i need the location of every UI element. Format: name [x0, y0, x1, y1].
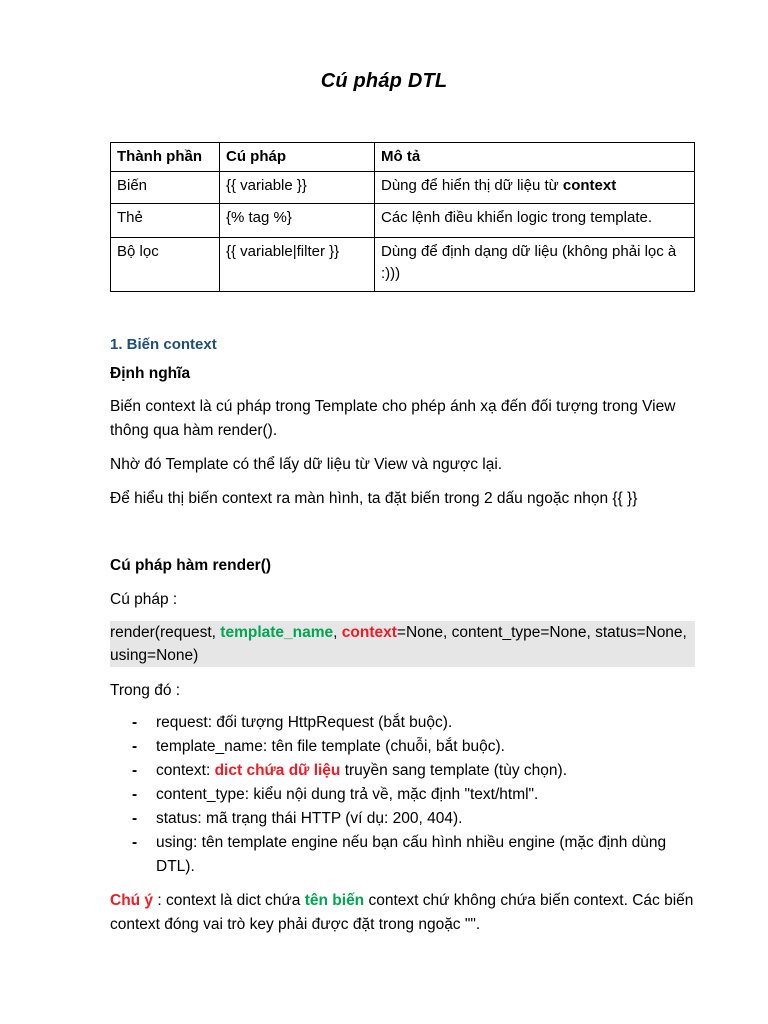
table-cell: Các lệnh điều khiển logic trong template. — [375, 204, 695, 238]
list-item-text: template_name: tên file template (chuỗi, bắt buộc). — [156, 738, 505, 755]
cell-text: Dùng để hiển thị dữ liệu từ — [381, 177, 563, 194]
list-item-highlight: dict chứa dữ liệu — [214, 762, 341, 779]
note-text: : context là dict chứa — [153, 892, 305, 909]
table-cell: {{ variable|filter }} — [220, 238, 375, 292]
table-cell — [375, 172, 695, 204]
list-item-text: context: — [156, 762, 215, 779]
where-label: Trong đó : — [110, 682, 181, 699]
page-title: Cú pháp DTL — [320, 70, 448, 92]
table-header-cell: Cú pháp — [220, 143, 375, 172]
subheading-render: Cú pháp hàm render() — [110, 557, 272, 574]
list-item — [110, 783, 700, 807]
note-label: Chú ý — [110, 892, 154, 909]
table-row — [111, 172, 695, 204]
table-row — [111, 204, 695, 238]
table-row — [111, 238, 695, 292]
syntax-table — [110, 142, 695, 292]
list-item-text: truyền sang template (tùy chọn). — [340, 762, 567, 779]
table-cell: Bộ lọc — [111, 238, 220, 292]
list-item-text: content_type: kiểu nội dung trả về, mặc định "text/html". — [156, 786, 539, 803]
note-highlight: tên biến — [304, 892, 365, 909]
code-text: , — [333, 624, 342, 641]
bullet-dash: - — [132, 786, 138, 803]
table-cell: Dùng để định dạng dữ liệu (không phải lọc à :))) — [375, 238, 695, 292]
code-text: =None, content_type=None, status=None, using=None) — [110, 624, 687, 664]
note-paragraph — [110, 889, 700, 937]
list-item — [110, 831, 700, 879]
list-item — [110, 711, 700, 735]
bullet-dash: - — [132, 762, 138, 779]
paragraph: Nhờ đó Template có thể lấy dữ liệu từ View và ngược lại. — [110, 456, 503, 473]
table-cell: {{ variable }} — [220, 172, 375, 204]
code-param-context: context — [341, 624, 397, 641]
list-item — [110, 759, 700, 783]
section-heading: 1. Biến context — [110, 336, 217, 353]
list-item — [110, 807, 700, 831]
param-list — [110, 711, 700, 879]
list-item-text: request: đối tượng HttpRequest (bắt buộc). — [156, 714, 453, 731]
paragraph: Biến context là cú pháp trong Template cho phép ánh xạ đến đối tượng trong View thông qua hàm render(). — [110, 398, 676, 439]
cell-bold-text: context — [562, 177, 617, 194]
list-item-text: using: tên template engine nếu bạn cấu hình nhiều engine (mặc định dùng DTL). — [156, 834, 667, 875]
subheading-definition: Định nghĩa — [110, 365, 191, 382]
code-block — [110, 621, 695, 667]
bullet-dash: - — [132, 738, 138, 755]
bullet-dash: - — [132, 810, 138, 827]
note-text: context chứ không chứa biến context. Các biến context đóng vai trò key phải được đặt trong ngoặc "". — [110, 892, 694, 933]
table-cell: Biến — [111, 172, 220, 204]
paragraph: Để hiểu thị biến context ra màn hình, ta đặt biến trong 2 dấu ngoặc nhọn {{ }} — [110, 490, 638, 507]
bullet-dash: - — [132, 834, 138, 851]
table-cell: Thẻ — [111, 204, 220, 238]
table-cell: {% tag %} — [220, 204, 375, 238]
list-item-text: status: mã trạng thái HTTP (ví dụ: 200, 404). — [156, 810, 463, 827]
table-header-row — [111, 143, 695, 172]
bullet-dash: - — [132, 714, 138, 731]
code-text: render(request, — [110, 624, 221, 641]
list-item — [110, 735, 700, 759]
syntax-label: Cú pháp : — [110, 591, 178, 608]
table-header-cell: Thành phần — [111, 143, 220, 172]
table-header-cell: Mô tả — [375, 143, 695, 172]
code-param-template-name: template_name — [220, 624, 334, 641]
